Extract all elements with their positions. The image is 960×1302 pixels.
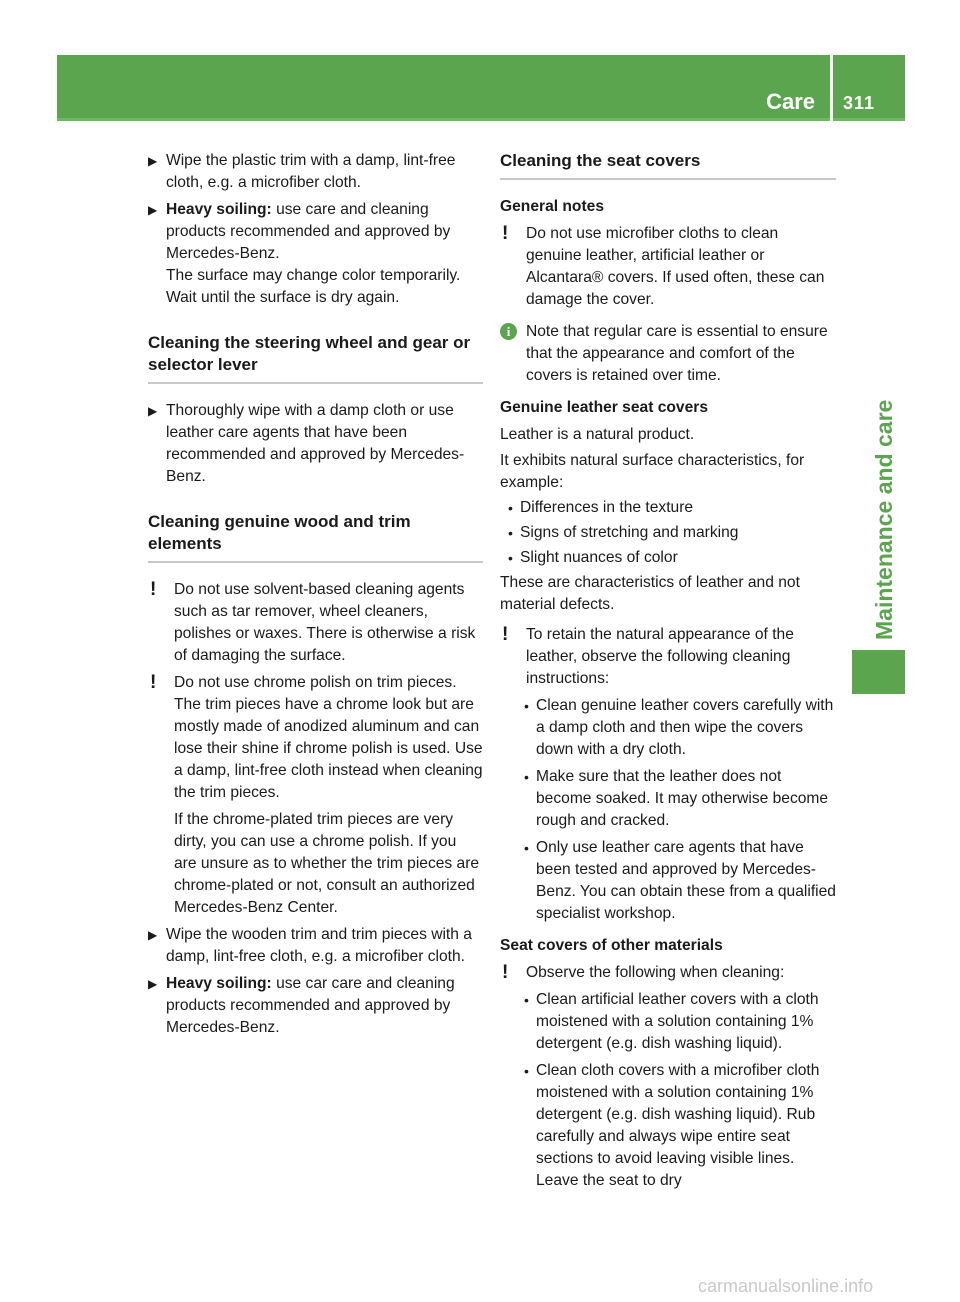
bullet-dot: • [508,550,513,566]
list-item: • Differences in the texture [500,497,836,519]
step-arrow-icon: ▶ [148,203,158,217]
header-rule [57,118,905,121]
warning-note: ! Observe the following when cleaning: [502,962,785,983]
watermark: carmanualsonline.info [698,1276,874,1296]
paragraph: Leather is a natural product. [500,426,695,443]
instruction-step: ▶ Heavy soiling: use car care and cleaning products recommended and approved by Mercedes-Benz. [148,975,455,1036]
exclamation-icon: ! [502,624,509,645]
list-item: • Only use leather care agents that have been tested and approved by Mercedes-Benz. You can obtain these from a qualified specialist workshop. [524,839,836,922]
bullet-dot: • [524,1063,529,1079]
paragraph: These are characteristics of leather and not material defects. [500,574,800,613]
warning-note: ! Do not use solvent-based cleaning agents such as tar remover, wheel cleaners, polishes or waxes. There is otherwise a risk of damaging the surface. [150,579,476,664]
list-item: • Clean cloth covers with a microfiber cloth moistened with a solution containing 1% detergent (e.g. dish washing liquid). Rub carefully and always wipe entire seat sections to avoid leaving visible lines. Leave the seat to dry [524,1062,820,1189]
list-item: • Clean artificial leather covers with a cloth moistened with a solution containing 1% detergent (e.g. dish washing liquid). [524,991,819,1052]
header-bar [57,55,905,121]
page-number: 311 [842,93,875,113]
general-notes-heading: General notes [500,198,604,215]
side-tab-label: Maintenance and care [871,399,897,640]
info-icon: i [500,323,517,340]
list-item: • Make sure that the leather does not become soaked. It may otherwise become rough and cracked. [524,768,829,829]
warning-note: ! To retain the natural appearance of the leather, observe the following cleaning instructions: [502,624,794,687]
exclamation-icon: ! [150,579,157,600]
info-note: i Note that regular care is essential to ensure that the appearance and comfort of the covers is retained over time. [500,321,836,387]
step-arrow-icon: ▶ [148,154,158,168]
wood-trim-heading: Cleaning genuine wood and trim elements [148,511,483,563]
instruction-step: ▶ Heavy soiling: use care and cleaning products recommended and approved by Mercedes-Benz. The surface may change color temporarily. Wait until the surface is dry again. [148,199,483,309]
exclamation-icon: ! [150,672,157,693]
step-note: The surface may change color temporarily. Wait until the surface is dry again. [166,267,461,306]
seat-covers-heading: Cleaning the seat covers [500,150,836,180]
list-item: • Signs of stretching and marking [500,522,836,544]
bullet-dot: • [524,698,529,714]
right-column [500,150,836,1197]
exclamation-icon: ! [502,962,509,983]
instruction-step: ▶ Wipe the wooden trim and trim pieces with a damp, lint-free cloth, e.g. a microfiber cloth. [148,926,472,965]
section-title: Care [766,89,815,114]
list-item: • Slight nuances of color [500,547,836,569]
bullet-dot: • [508,525,513,541]
paragraph: It exhibits natural surface characteristics, for example: [500,452,805,491]
warning-note: ! Do not use microfiber cloths to clean genuine leather, artificial leather or Alcantara® covers. If used often, these can damage the cover. [502,223,825,308]
bullet-dot: • [524,992,529,1008]
list-item: • Clean genuine leather covers carefully with a damp cloth and then wipe the covers down with a dry cloth. [524,697,834,758]
step-arrow-icon: ▶ [148,977,158,991]
warning-continuation: If the chrome-plated trim pieces are very dirty, you can use a chrome polish. If you are unsure as to whether the trim pieces are chrome-plated or not, consult an authorized Mercedes-Benz Center. [174,811,480,916]
bullet-dot: • [524,840,529,856]
exclamation-icon: ! [502,223,509,244]
bullet-dot: • [508,500,513,516]
step-arrow-icon: ▶ [148,404,158,418]
header-separator [830,55,833,121]
instruction-step: ▶ Thoroughly wipe with a damp cloth or use leather care agents that have been recommended and approved by Mercedes-Benz. [148,402,465,485]
step-arrow-icon: ▶ [148,928,158,942]
steering-heading: Cleaning the steering wheel and gear or selector lever [148,332,483,384]
side-tab-marker [852,650,905,694]
left-column [148,150,483,1044]
other-materials-heading: Seat covers of other materials [500,937,723,954]
warning-note: ! Do not use chrome polish on trim pieces. The trim pieces have a chrome look but are mostly made of anodized aluminum and can lose their shine if chrome polish is used. Use a damp, lint-free cloth instead when cleaning the trim pieces. [150,672,483,801]
instruction-step: ▶ Wipe the plastic trim with a damp, lint-free cloth, e.g. a microfiber cloth. [148,152,456,191]
leather-heading: Genuine leather seat covers [500,399,709,416]
bullet-dot: • [524,769,529,785]
